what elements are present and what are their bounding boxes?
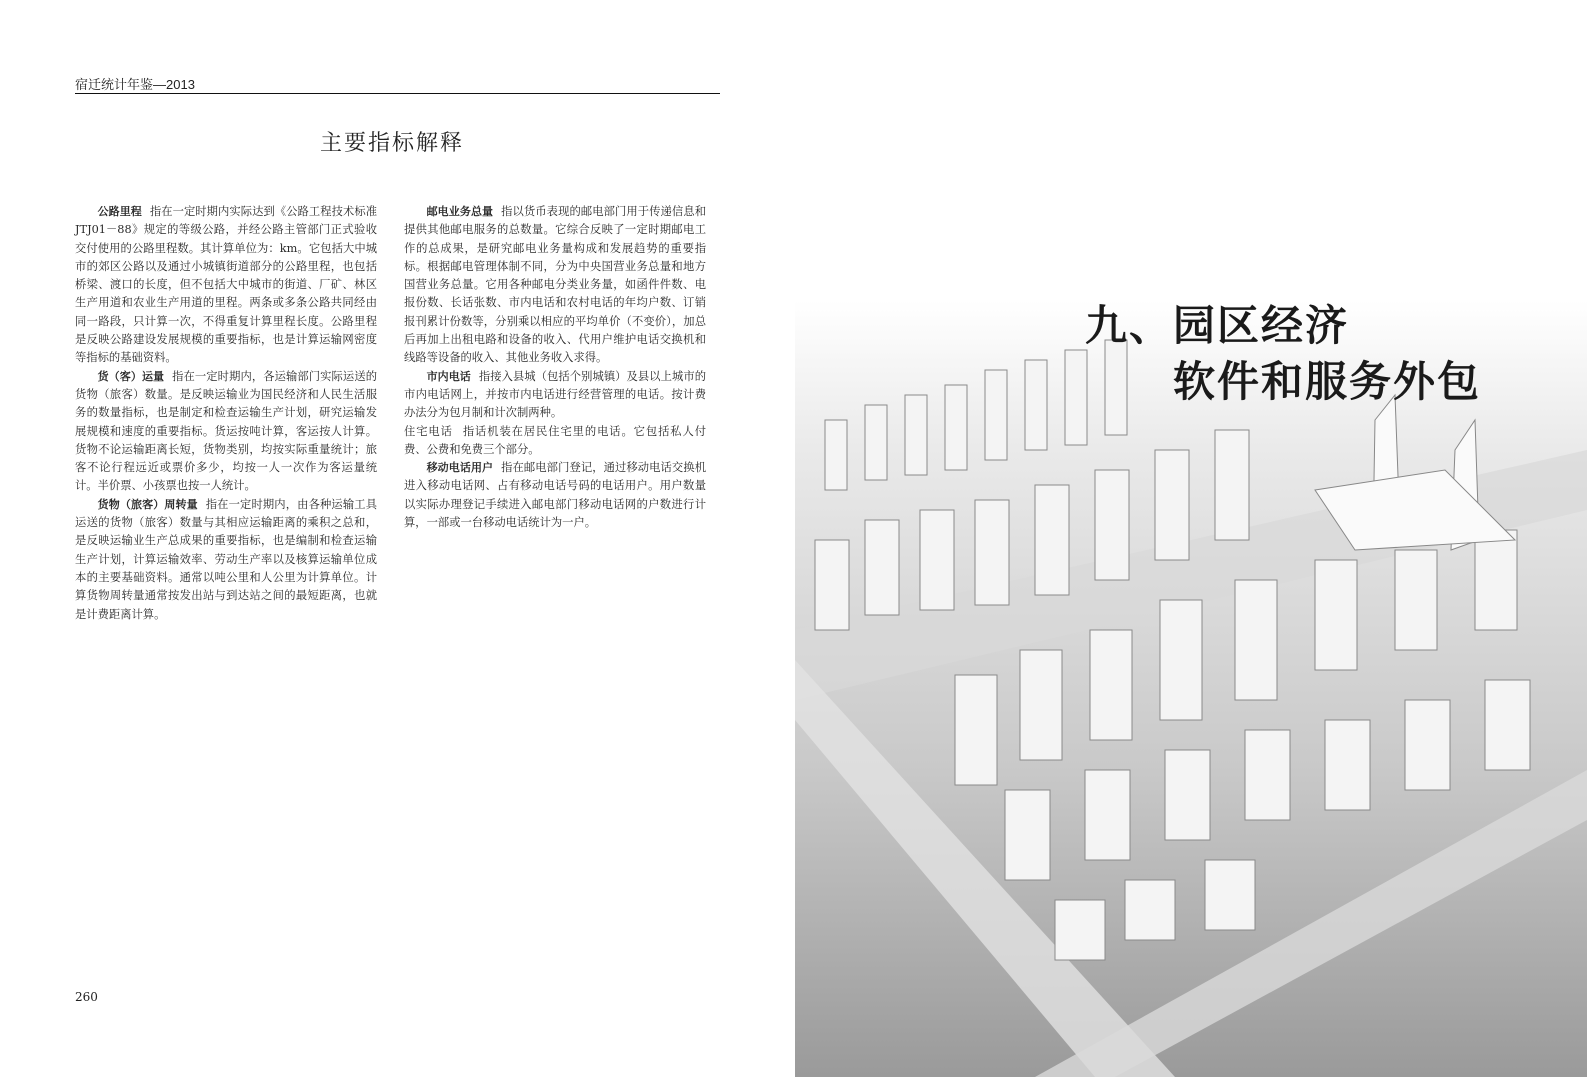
definition-text: 指接入县城（包括个别城镇）及县以上城市的市内电话网上，并按市内电话进行经营管理的电话。按计费办法分为包月制和计次制两种。 [404, 369, 706, 420]
definition-term: 货物（旅客）周转量 [97, 497, 198, 511]
header-rule [75, 93, 720, 94]
definition-paragraph [75, 368, 377, 496]
definition-text: 指以货币表现的邮电部门用于传递信息和提供其他邮电服务的总数量。它综合反映了一定时期邮电工作的总成果，是研究邮电业务量构成和发展趋势的重要指标。根据邮电管理体制不同，分为中央国营业务总量和地方国营业务总量。它用各种邮电分类业务量，如函件件数、电报份数、长话张数、市内电话和农村电话的年均户数、订销报刊累计份数等，分别乘以相应的平均单价（不变价），加总后再加上出租电路和设备的收入、代用户维护电话交换机和线路等设备的收入、其他业务收入求得。 [404, 205, 706, 365]
right-text-column [404, 203, 706, 532]
definition-paragraph [404, 459, 706, 532]
definition-term: 移动电话用户 [426, 461, 494, 475]
definition-text: 指在邮电部门登记，通过移动电话交换机进入移动电话网、占有移动电话号码的电话用户。用户数量以实际办理登记手续进入邮电部门移动电话网的户数进行计算，一部或一台移动电话统计为一户。 [404, 461, 706, 530]
definition-text: 指话机装在居民住宅里的电话。它包括私人付费、公费和免费三个部分。 [404, 424, 706, 456]
definition-text: 指在一定时期内，由各种运输工具运送的货物（旅客）数量与其相应运输距离的乘积之总和，是反映运输业生产总成果的重要指标，也是编制和检查运输生产计划，计算运输效率、劳动生产率以及核算运输单位成本的主要基础资料。通常以吨公里和人公里为计算单位。计算货物周转量通常按发出站与到达站之间的最短距离，也就是计费距离计算。 [75, 497, 377, 621]
chapter-title-line2: 软件和服务外包 [1173, 357, 1482, 406]
right-page [795, 0, 1587, 1077]
definition-term: 邮电业务总量 [426, 205, 494, 218]
page-number: 260 [75, 990, 98, 1004]
page-title: 主要指标解释 [320, 131, 465, 156]
definition-paragraph [404, 368, 706, 423]
definition-term: 货（客）运量 [97, 369, 165, 383]
definition-term: 市内电话 [426, 369, 471, 383]
city-aerial-photo [795, 300, 1587, 1077]
definition-paragraph [404, 423, 706, 460]
chapter-title [1085, 298, 1585, 410]
city-aerial-illustration [795, 300, 1587, 1077]
definition-term: 住宅电话 [404, 424, 453, 438]
definition-paragraph [75, 203, 377, 368]
definition-text: 指在一定时期内，各运输部门实际运送的货物（旅客）数量。是反映运输业为国民经济和人民生活服务的数量指标，也是制定和检查运输生产计划，研究运输发展规模和速度的重要指标。货运按吨计算，客运按人计算。货物不论运输距离长短，货物类别，均按实际重量统计；旅客不论行程远近或票价多少，均按一人一次作为客运量统计。半价票、小孩票也按一人统计。 [75, 369, 377, 493]
definition-text: 指在一定时期内实际达到《公路工程技术标准JTJ01－88》规定的等级公路，并经公路主管部门正式验收交付使用的公路里程数。其计算单位为：km。它包括大中城市的郊区公路以及通过小城镇街道部分的公路里程，也包括桥梁、渡口的长度，但不包括大中城市的街道、厂矿、林区生产用道和农业生产用道的里程。两条或多条公路共同经由同一路段，只计算一次，不得重复计算里程长度。公路里程是反映公路建设发展规模的重要指标，也是计算运输网密度等指标的基础资料。 [75, 205, 377, 365]
definition-term: 公路里程 [97, 205, 142, 218]
chapter-title-line1: 九、园区经济 [1085, 301, 1350, 350]
definition-paragraph [75, 496, 377, 624]
definition-paragraph [404, 203, 706, 368]
left-text-column [75, 203, 377, 624]
running-head: 宿迁统计年鉴—2013 [75, 77, 195, 92]
